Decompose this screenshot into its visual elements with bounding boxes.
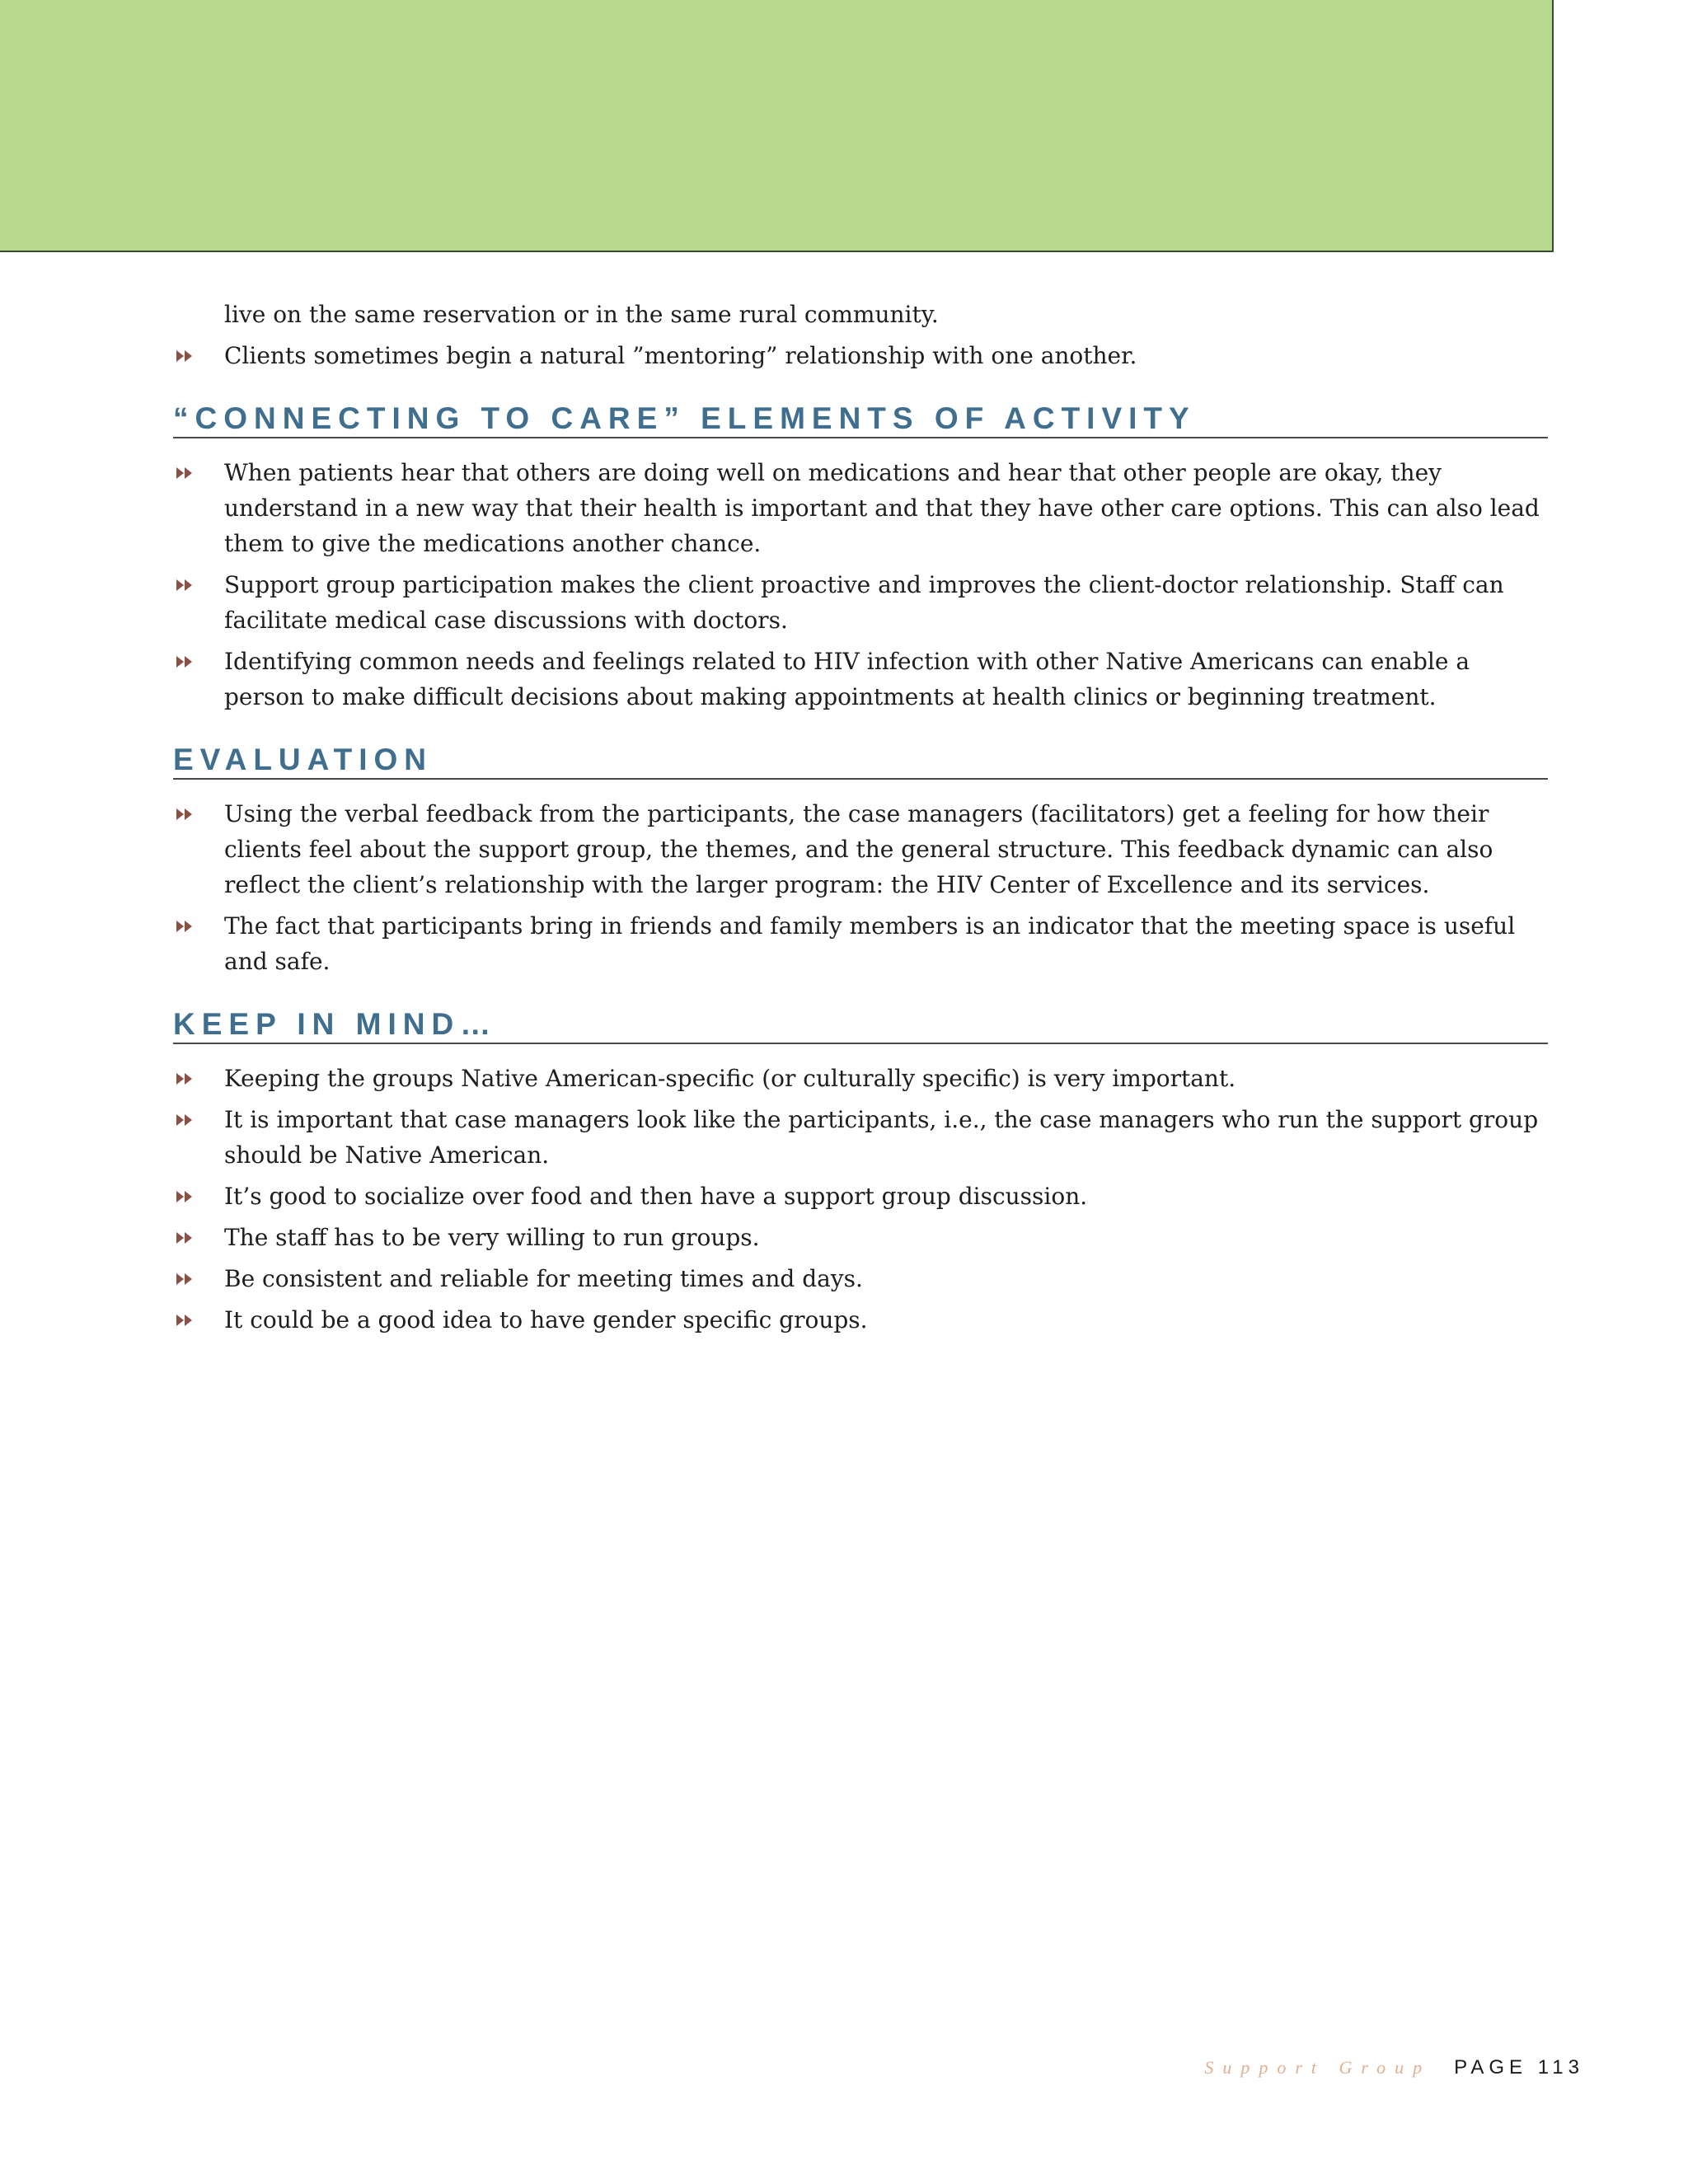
list-item-text: It’s good to socialize over food and then have a support group discussion.: [224, 1183, 1088, 1210]
list-item-text: Identifying common needs and feelings related to HIV infection with other Native Americans can enable a person to make difficult decisions about making appointments at health clinics or beginning treatment.: [224, 648, 1470, 710]
section-heading-connecting-to-care: “CONNECTING TO CARE” ELEMENTS OF ACTIVITY: [173, 401, 1548, 438]
double-chevron-right-icon: [175, 644, 199, 679]
double-chevron-right-icon: [175, 338, 199, 373]
list-item: [173, 1220, 1548, 1255]
list-item: [173, 338, 1548, 373]
list-item-text: Clients sometimes begin a natural ”mentoring” relationship with one another.: [224, 342, 1137, 369]
list-item: [173, 567, 1548, 638]
section-heading-keep-in-mind: KEEP IN MIND…: [173, 1006, 1548, 1044]
double-chevron-right-icon: [175, 1302, 199, 1338]
list-item: [173, 1302, 1548, 1338]
list-item: [173, 1179, 1548, 1214]
list-item: [173, 1061, 1548, 1096]
list-item-text: The staff has to be very willing to run groups.: [224, 1224, 760, 1251]
list-item: [173, 1102, 1548, 1173]
list-item-text: It is important that case managers look like the participants, i.e., the case managers who run the support group should be Native American.: [224, 1106, 1539, 1169]
intro-continuation-text: live on the same reservation or in the same rural community.: [224, 301, 939, 328]
list-item: [173, 908, 1548, 979]
footer-section-title: Support Group: [1204, 2057, 1432, 2078]
double-chevron-right-icon: [175, 1261, 199, 1296]
page-footer: [1204, 2056, 1584, 2079]
double-chevron-right-icon: [175, 908, 199, 944]
section-heading-evaluation: EVALUATION: [173, 742, 1548, 780]
list-item: [173, 796, 1548, 902]
double-chevron-right-icon: [175, 1179, 199, 1214]
double-chevron-right-icon: [175, 1061, 199, 1096]
list-item-text: Be consistent and reliable for meeting times and days.: [224, 1265, 863, 1292]
list-item-text: Using the verbal feedback from the participants, the case managers (facilitators) get a feeling for how their clients feel about the support group, the themes, and the general structure. This feedback dynamic can also reflect the client’s relationship with the larger program: the HIV Center of Excellence and its services.: [224, 800, 1493, 898]
list-item: [173, 455, 1548, 561]
page-number: PAGE 113: [1454, 2056, 1584, 2079]
list-item-text: It could be a good idea to have gender specific groups.: [224, 1306, 868, 1333]
list-item-text: Keeping the groups Native American-specific (or culturally specific) is very important.: [224, 1065, 1236, 1092]
double-chevron-right-icon: [175, 796, 199, 832]
intro-continuation: [173, 297, 1548, 332]
list-item: [173, 1261, 1548, 1296]
double-chevron-right-icon: [175, 1102, 199, 1137]
list-item-text: When patients hear that others are doing well on medications and hear that other people are okay, they understand in a new way that their health is important and that they have other care options. This can also lead them to give the medications another chance.: [224, 459, 1540, 557]
list-item-text: The fact that participants bring in friends and family members is an indicator that the meeting space is useful and safe.: [224, 912, 1516, 975]
list-item: [173, 644, 1548, 715]
page-content: [173, 297, 1548, 1343]
double-chevron-right-icon: [175, 1220, 199, 1255]
list-item-text: Support group participation makes the client proactive and improves the client-doctor relationship. Staff can facilitate medical case discussions with doctors.: [224, 571, 1504, 634]
header-band: [0, 0, 1554, 252]
double-chevron-right-icon: [175, 567, 199, 602]
double-chevron-right-icon: [175, 455, 199, 490]
